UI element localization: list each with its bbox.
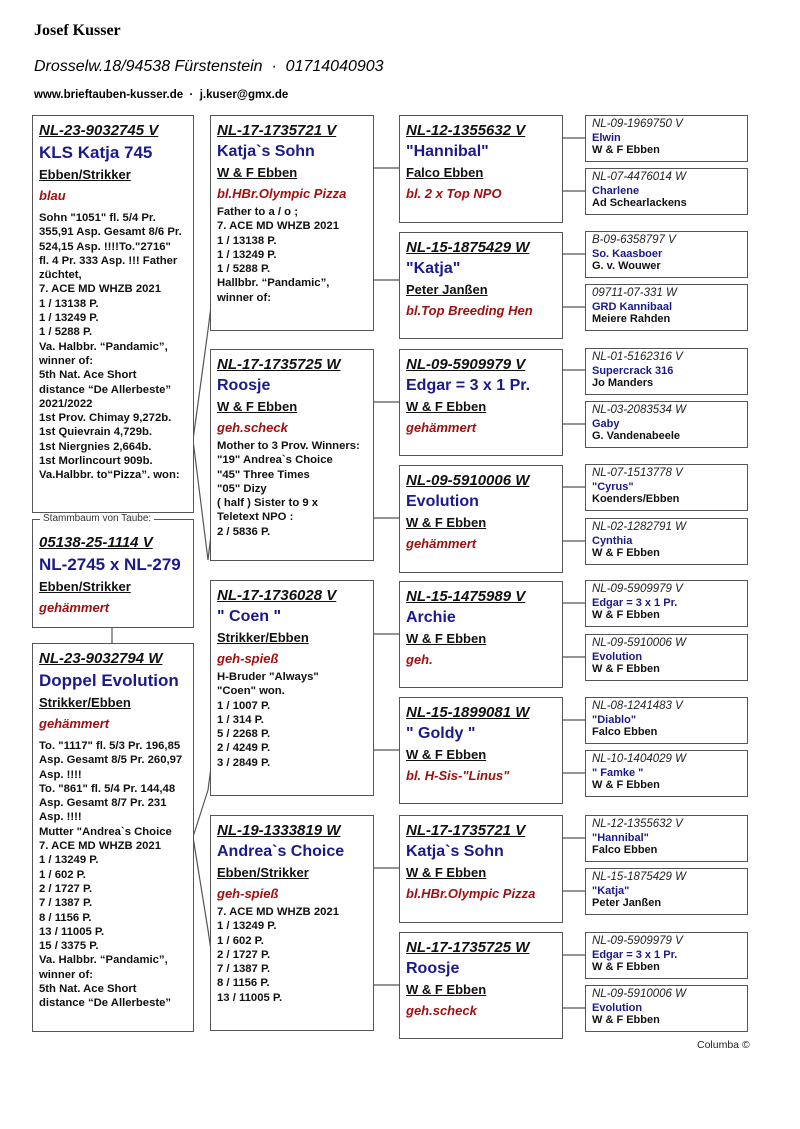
pigeon-name: Edgar = 3 x 1 Pr. [592,949,678,961]
breeder: W & F Ebben [406,865,487,880]
grandparent-card [210,349,374,561]
ring-number: NL-08-1241483 V [592,700,683,712]
ring-number: NL-12-1355632 V [592,818,683,830]
great-grandparent-card [399,932,563,1039]
pigeon-name: "Katja" [406,260,461,277]
ancestor-card [585,868,748,915]
color: blau [39,188,66,203]
color: bl. H-Sis-"Linus" [406,768,510,783]
color: bl.Top Breeding Hen [406,303,533,318]
pigeon-name: Gaby [592,418,620,430]
notes: To. "1117" fl. 5/3 Pr. 196,85 Asp. Gesamt 8/5 Pr. 260,97 Asp. !!!! To. "861" fl. 5/4 Pr. 144,48 Asp. Gesamt 8/7 Pr. 231 Asp. !!!! Mutter "Andrea`s Choice 7. ACE MD WHZB 2021 1 / 13249 P. 1 / 602 P. 2 / 1727 P. 7 / 1387 P. 8 / 1156 P. 13 / 11005 P. 15 / 3375 P. Va. Halbbr. “Pandamic”, winner of: 5th Nat. Ace Short distance “De Allerbeste” [39,740,183,1010]
ring-number: NL-12-1355632 V [406,122,526,139]
great-grandparent-card [399,815,563,923]
pigeon-name: So. Kaasboer [592,248,663,260]
ancestor-card [585,750,748,797]
notes: 7. ACE MD WHZB 2021 1 / 13249 P. 1 / 602 P. 2 / 1727 P. 7 / 1387 P. 8 / 1156 P. 13 / 11005 P. [217,906,339,1004]
ring-number: NL-09-5909979 V [406,356,526,373]
color: bl.HBr.Olympic Pizza [406,886,536,901]
ring-number: NL-09-5910006 W [592,988,686,1000]
ancestor-card [585,634,748,681]
color: geh.scheck [217,420,288,435]
pigeon-name: Edgar = 3 x 1 Pr. [592,597,678,609]
pigeon-name: Andrea`s Choice [217,843,345,860]
ring-number: NL-19-1333819 W [217,822,341,839]
grandparent-card [210,580,374,796]
ring-number: NL-01-5162316 V [592,351,683,363]
ancestor-card [585,580,748,627]
color: bl. 2 x Top NPO [406,186,502,201]
ring-number: NL-23-9032794 W [39,650,163,667]
ring-number: NL-03-2083534 W [592,404,686,416]
color: geh-spieß [217,651,279,666]
breeder: W & F Ebben [406,982,487,997]
ring-number: NL-17-1735725 W [217,356,341,373]
pigeon-name: Supercrack 316 [592,365,674,377]
breeder: Strikker/Ebben [217,630,309,645]
owner: W & F Ebben [592,547,660,559]
breeder: W & F Ebben [217,165,298,180]
great-grandparent-card [399,697,563,804]
ancestor-card [585,348,748,395]
pigeon-name: Evolution [592,651,643,663]
ring-number: NL-02-1282791 W [592,521,686,533]
grandparent-card [210,815,374,1031]
ring-number: NL-17-1735721 V [217,122,337,139]
owner-contact: www.brieftauben-kusser.de · j.kuser@gmx.de [34,89,289,101]
ancestor-card [585,115,748,162]
great-grandparent-card [399,349,563,456]
pigeon-name: Roosje [406,960,460,977]
notes: Father to a / o ; 7. ACE MD WHZB 2021 1 / 13138 P. 1 / 13249 P. 1 / 5288 P. Hallbbr. “Pandamic”, winner of: [217,206,339,304]
ancestor-card [585,284,748,331]
owner: G. Vandenabeele [592,430,681,442]
ring-number: NL-15-1875429 W [406,239,530,256]
color: gehämmert [39,716,110,731]
pigeon-name: NL-2745 x NL-279 [39,555,181,574]
owner: Falco Ebben [592,726,658,738]
pigeon-name: GRD Kannibaal [592,301,673,313]
ring-number: NL-09-1969750 V [592,118,683,130]
ring-number: NL-09-5909979 V [592,583,683,595]
owner: Falco Ebben [592,844,658,856]
pigeon-name: KLS Katja 745 [39,143,153,162]
owner: Peter Janßen [592,897,662,909]
ring-number: 05138-25-1114 V [39,534,153,551]
ring-number: NL-15-1899081 W [406,704,530,721]
pigeon-name: Doppel Evolution [39,671,179,690]
ring-number: B-09-6358797 V [592,234,676,246]
great-grandparent-card [399,115,563,223]
owner: W & F Ebben [592,779,660,791]
pigeon-name: Katja`s Sohn [217,143,315,160]
pigeon-name: " Famke " [592,767,644,779]
color: gehämmert [406,420,477,435]
pigeon-name: "Cyrus" [592,481,634,493]
ancestor-card [585,401,748,448]
color: geh.scheck [406,1003,477,1018]
pigeon-name: Edgar = 3 x 1 Pr. [406,377,531,394]
pigeon-name: "Katja" [592,885,630,897]
breeder: Ebben/Strikker [39,167,131,182]
owner-address: Drosselw.18/94538 Fürstenstein · 01714040903 [34,58,384,75]
color: geh-spieß [217,886,279,901]
owner: G. v. Wouwer [592,260,661,272]
great-grandparent-card [399,465,563,573]
pigeon-name: Charlene [592,185,640,197]
breeder: W & F Ebben [406,747,487,762]
ring-number: NL-07-1513778 V [592,467,683,479]
pigeon-name: "Hannibal" [406,143,489,160]
ring-number: NL-09-5909979 V [592,935,683,947]
breeder: Peter Janßen [406,282,488,297]
pigeon-name: Katja`s Sohn [406,843,504,860]
breeder: Ebben/Strikker [217,865,309,880]
pigeon-name: "Diablo" [592,714,637,726]
ring-number: NL-15-1875429 W [592,871,686,883]
ring-number: NL-10-1404029 W [592,753,686,765]
footer-credit: Columba © [697,1039,750,1051]
color: gehämmert [406,536,477,551]
grandparent-card [210,115,374,331]
pigeon-name: Evolution [406,493,479,510]
ancestor-card [585,464,748,511]
ancestor-card [585,518,748,565]
owner: W & F Ebben [592,961,660,973]
color: bl.HBr.Olympic Pizza [217,186,347,201]
pigeon-name: " Goldy " [406,725,476,742]
owner: W & F Ebben [592,144,660,156]
notes: H-Bruder "Always" "Coen" won. 1 / 1007 P. 1 / 314 P. 5 / 2268 P. 2 / 4249 P. 3 / 2849 P. [217,671,319,769]
owner: Meiere Rahden [592,313,671,325]
ancestor-card [585,985,748,1032]
breeder: W & F Ebben [406,515,487,530]
ring-number: NL-23-9032745 V [39,122,159,139]
ring-number: NL-17-1735725 W [406,939,530,956]
owner: W & F Ebben [592,1014,660,1026]
owner: Jo Manders [592,377,654,389]
owner: W & F Ebben [592,663,660,675]
pigeon-name: Roosje [217,377,271,394]
breeder: W & F Ebben [217,399,298,414]
ancestor-card [585,932,748,979]
breeder: Strikker/Ebben [39,695,131,710]
stammbaum-label: Stammbaum von Taube: [40,513,154,524]
ring-number: NL-07-4476014 W [592,171,686,183]
owner: Koenders/Ebben [592,493,680,505]
breeder: Falco Ebben [406,165,484,180]
subject-card [32,519,194,628]
breeder: W & F Ebben [406,631,487,646]
notes: Sohn "1051" fl. 5/4 Pr. 355,91 Asp. Gesamt 8/6 Pr. 524,15 Asp. !!!!To."2716" fl. 4 Pr. 333 Asp. !!! Father züchtet, 7. ACE MD WHZB 2021 1 / 13138 P. 1 / 13249 P. 1 / 5288 P. Va. Halbbr. “Pandamic”, winner of: 5th Nat. Ace Short distance “De Allerbeste” 2021/2022 1st Prov. Chimay 9,272b. 1st Quievrain 4,729b. 1st Niergnies 2,664b. 1st Morlincourt 909b. Va.Halbbr. to“Pizza”. won: [39,212,182,482]
owner: Ad Schearlackens [592,197,687,209]
pigeon-name: "Hannibal" [592,832,649,844]
owner-name: Josef Kusser [34,22,121,39]
ancestor-card [585,815,748,862]
ring-number: NL-17-1735721 V [406,822,526,839]
pigeon-name: Cynthia [592,535,633,547]
ancestor-card [585,168,748,215]
ancestor-card [585,697,748,744]
ring-number: NL-09-5910006 W [406,472,530,489]
color: geh. [406,652,433,667]
notes: Mother to 3 Prov. Winners: "19" Andrea`s Choice "45" Three Times "05" Dizy ( half ) Sister to 9 x Teletext NPO : 2 / 5836 P. [217,440,360,538]
ancestor-card [585,231,748,278]
pigeon-name: Archie [406,609,456,626]
color: gehämmert [39,600,110,615]
breeder: Ebben/Strikker [39,579,131,594]
great-grandparent-card [399,232,563,339]
pigeon-name: Elwin [592,132,621,144]
mother-card [32,643,194,1032]
pigeon-name: Evolution [592,1002,643,1014]
ring-number: NL-17-1736028 V [217,587,337,604]
ring-number: NL-15-1475989 V [406,588,526,605]
pigeon-name: " Coen " [217,608,282,625]
owner: W & F Ebben [592,609,660,621]
great-grandparent-card [399,581,563,688]
father-card [32,115,194,513]
ring-number: NL-09-5910006 W [592,637,686,649]
breeder: W & F Ebben [406,399,487,414]
ring-number: 09711-07-331 W [592,287,677,299]
